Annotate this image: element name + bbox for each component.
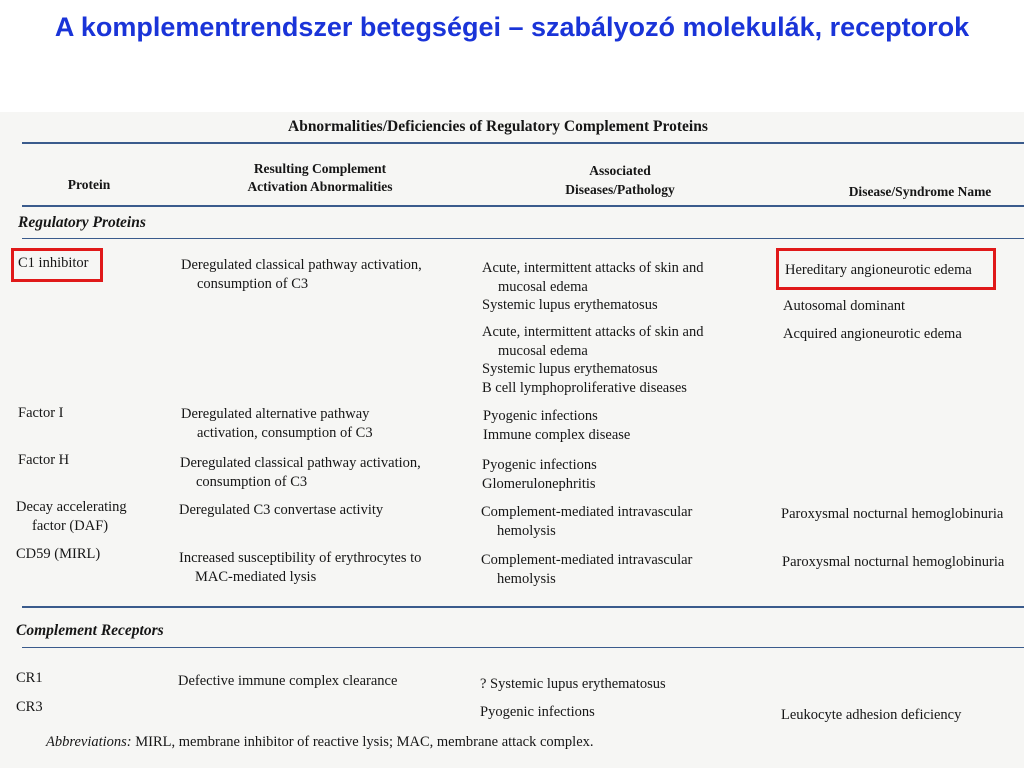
scanned-table [0, 112, 1024, 768]
row-cr3-protein: CR3 [16, 699, 43, 715]
row-cd59-abnormality: Increased susceptibility of erythrocytes to MAC-mediated lysis [179, 550, 422, 585]
row-factor-i-protein: Factor I [18, 405, 64, 421]
header-rule [22, 205, 1024, 207]
header-abnormalities-1: Resulting Complement [253, 161, 387, 176]
header-protein: Protein [67, 177, 111, 192]
row-c1-protein: C1 inhibitor [18, 255, 89, 271]
row-factor-h-abnormality: Deregulated classical pathway activation, consumption of C3 [180, 455, 421, 490]
row-c1-diseases: Acute, intermittent attacks of skin and mucosal edema Systemic lupus erythematosus [482, 260, 704, 313]
abbreviations-label: Abbreviations: [46, 734, 132, 750]
row-cd59-syndrome: Paroxysmal nocturnal hemoglobinuria [782, 554, 1005, 570]
header-diseases-2: Diseases/Pathology [565, 182, 675, 197]
row-factor-h-protein: Factor H [18, 452, 70, 468]
receptors-sub-rule [22, 647, 1024, 648]
row-c1-abnormality: Deregulated classical pathway activation, consumption of C3 [181, 257, 422, 292]
section-rule [22, 238, 1024, 239]
row-cd59-protein: CD59 (MIRL) [16, 546, 101, 562]
row-c1-acquired: Acquired angioneurotic edema [783, 326, 962, 342]
receptors-rule [22, 606, 1024, 608]
row-c1-syndrome: Hereditary angioneurotic edema [785, 262, 972, 278]
slide-title: A komplementrendszer betegségei – szabályozó molekulák, receptorok [54, 12, 970, 42]
row-daf-protein: Decay accelerating factor (DAF) [16, 499, 127, 534]
row-factor-h-diseases: Pyogenic infections Glomerulonephritis [482, 457, 597, 492]
abbreviations-text: MIRL, membrane inhibitor of reactive lysis; MAC, membrane attack complex. [135, 734, 594, 750]
row-factor-i-diseases: Pyogenic infections Immune complex disease [483, 408, 631, 443]
row-cr1-abnormality: Defective immune complex clearance [178, 673, 398, 689]
highlight-box-syndrome [776, 248, 996, 290]
header-syndrome: Disease/Syndrome Name [848, 184, 992, 199]
section-receptors: Complement Receptors [16, 622, 164, 639]
row-c1-inheritance: Autosomal dominant [783, 298, 906, 314]
row-daf-syndrome: Paroxysmal nocturnal hemoglobinuria [781, 506, 1004, 522]
header-diseases-1: Associated [589, 163, 651, 178]
section-regulatory: Regulatory Proteins [18, 214, 146, 231]
row-daf-abnormality: Deregulated C3 convertase activity [179, 502, 384, 518]
abbreviations-note [46, 734, 594, 751]
row-cr3-diseases: Pyogenic infections [480, 704, 595, 720]
table-caption: Abnormalities/Deficiencies of Regulatory Complement Proteins [288, 118, 708, 135]
row-cr3-syndrome: Leukocyte adhesion deficiency [781, 707, 962, 723]
row-cr1-protein: CR1 [16, 670, 43, 686]
row-cd59-diseases: Complement-mediated intravascular hemolysis [481, 552, 693, 587]
row-daf-diseases: Complement-mediated intravascular hemolysis [481, 504, 693, 539]
row-cr1-diseases: ? Systemic lupus erythematosus [480, 676, 666, 692]
header-abnormalities-2: Activation Abnormalities [247, 179, 393, 194]
row-c1-diseases-acquired: Acute, intermittent attacks of skin and mucosal edema Systemic lupus erythematosus B cell lymphoproliferative diseases [482, 324, 704, 396]
highlight-box-c1 [11, 248, 103, 282]
top-rule [22, 142, 1024, 144]
row-factor-i-abnormality: Deregulated alternative pathway activation, consumption of C3 [181, 406, 373, 441]
